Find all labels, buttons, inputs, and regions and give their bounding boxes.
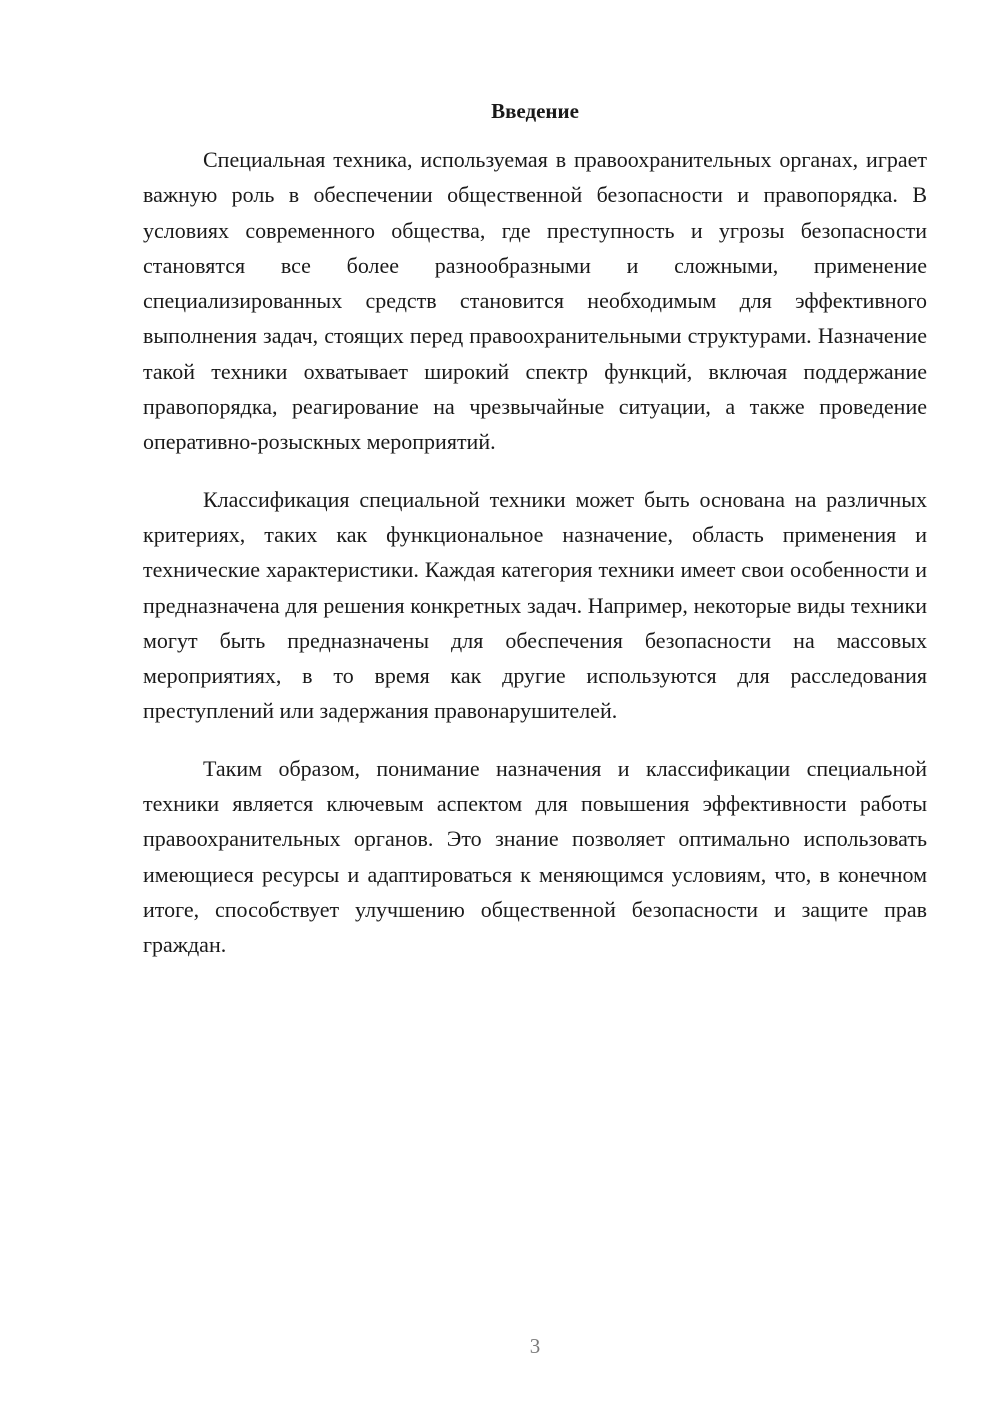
- paragraph-3: Таким образом, понимание назначения и классификации специальной техники является ключевым аспектом для повышения эффективности работы правоохранительных органов. Это знание позволяет оптимально использовать имеющиеся ресурсы и адаптироваться к меняющимся условиям, что, в конечном итоге, способствует улучшению общественной безопасности и защите прав граждан.: [143, 755, 927, 958]
- section-heading: Введение: [491, 99, 579, 123]
- body-text: [143, 142, 927, 985]
- paragraph-2: Классификация специальной техники может быть основана на различных критериях, таких как функциональное назначение, область применения и технические характеристики. Каждая категория техники имеет свои особенности и предназначена для решения конкретных задач. Например, некоторые виды техники могут быть предназначены для обеспечения безопасности на массовых мероприятиях, в то время как другие используются для расследования преступлений или задержания правонарушителей.: [143, 486, 927, 724]
- paragraph-1: Специальная техника, используемая в правоохранительных органах, играет важную роль в обеспечении общественной безопасности и правопорядка. В условиях современного общества, где преступность и угрозы безопасности становятся все более разнообразными и сложными, применение специализированных средств становится необходимым для эффективного выполнения задач, стоящих перед правоохранительными структурами. Назначение такой техники охватывает широкий спектр функций, включая поддержание правопорядка, реагирование на чрезвычайные ситуации, а также проведение оперативно-розыскных мероприятий.: [143, 147, 927, 455]
- page-number: 3: [529, 1334, 541, 1358]
